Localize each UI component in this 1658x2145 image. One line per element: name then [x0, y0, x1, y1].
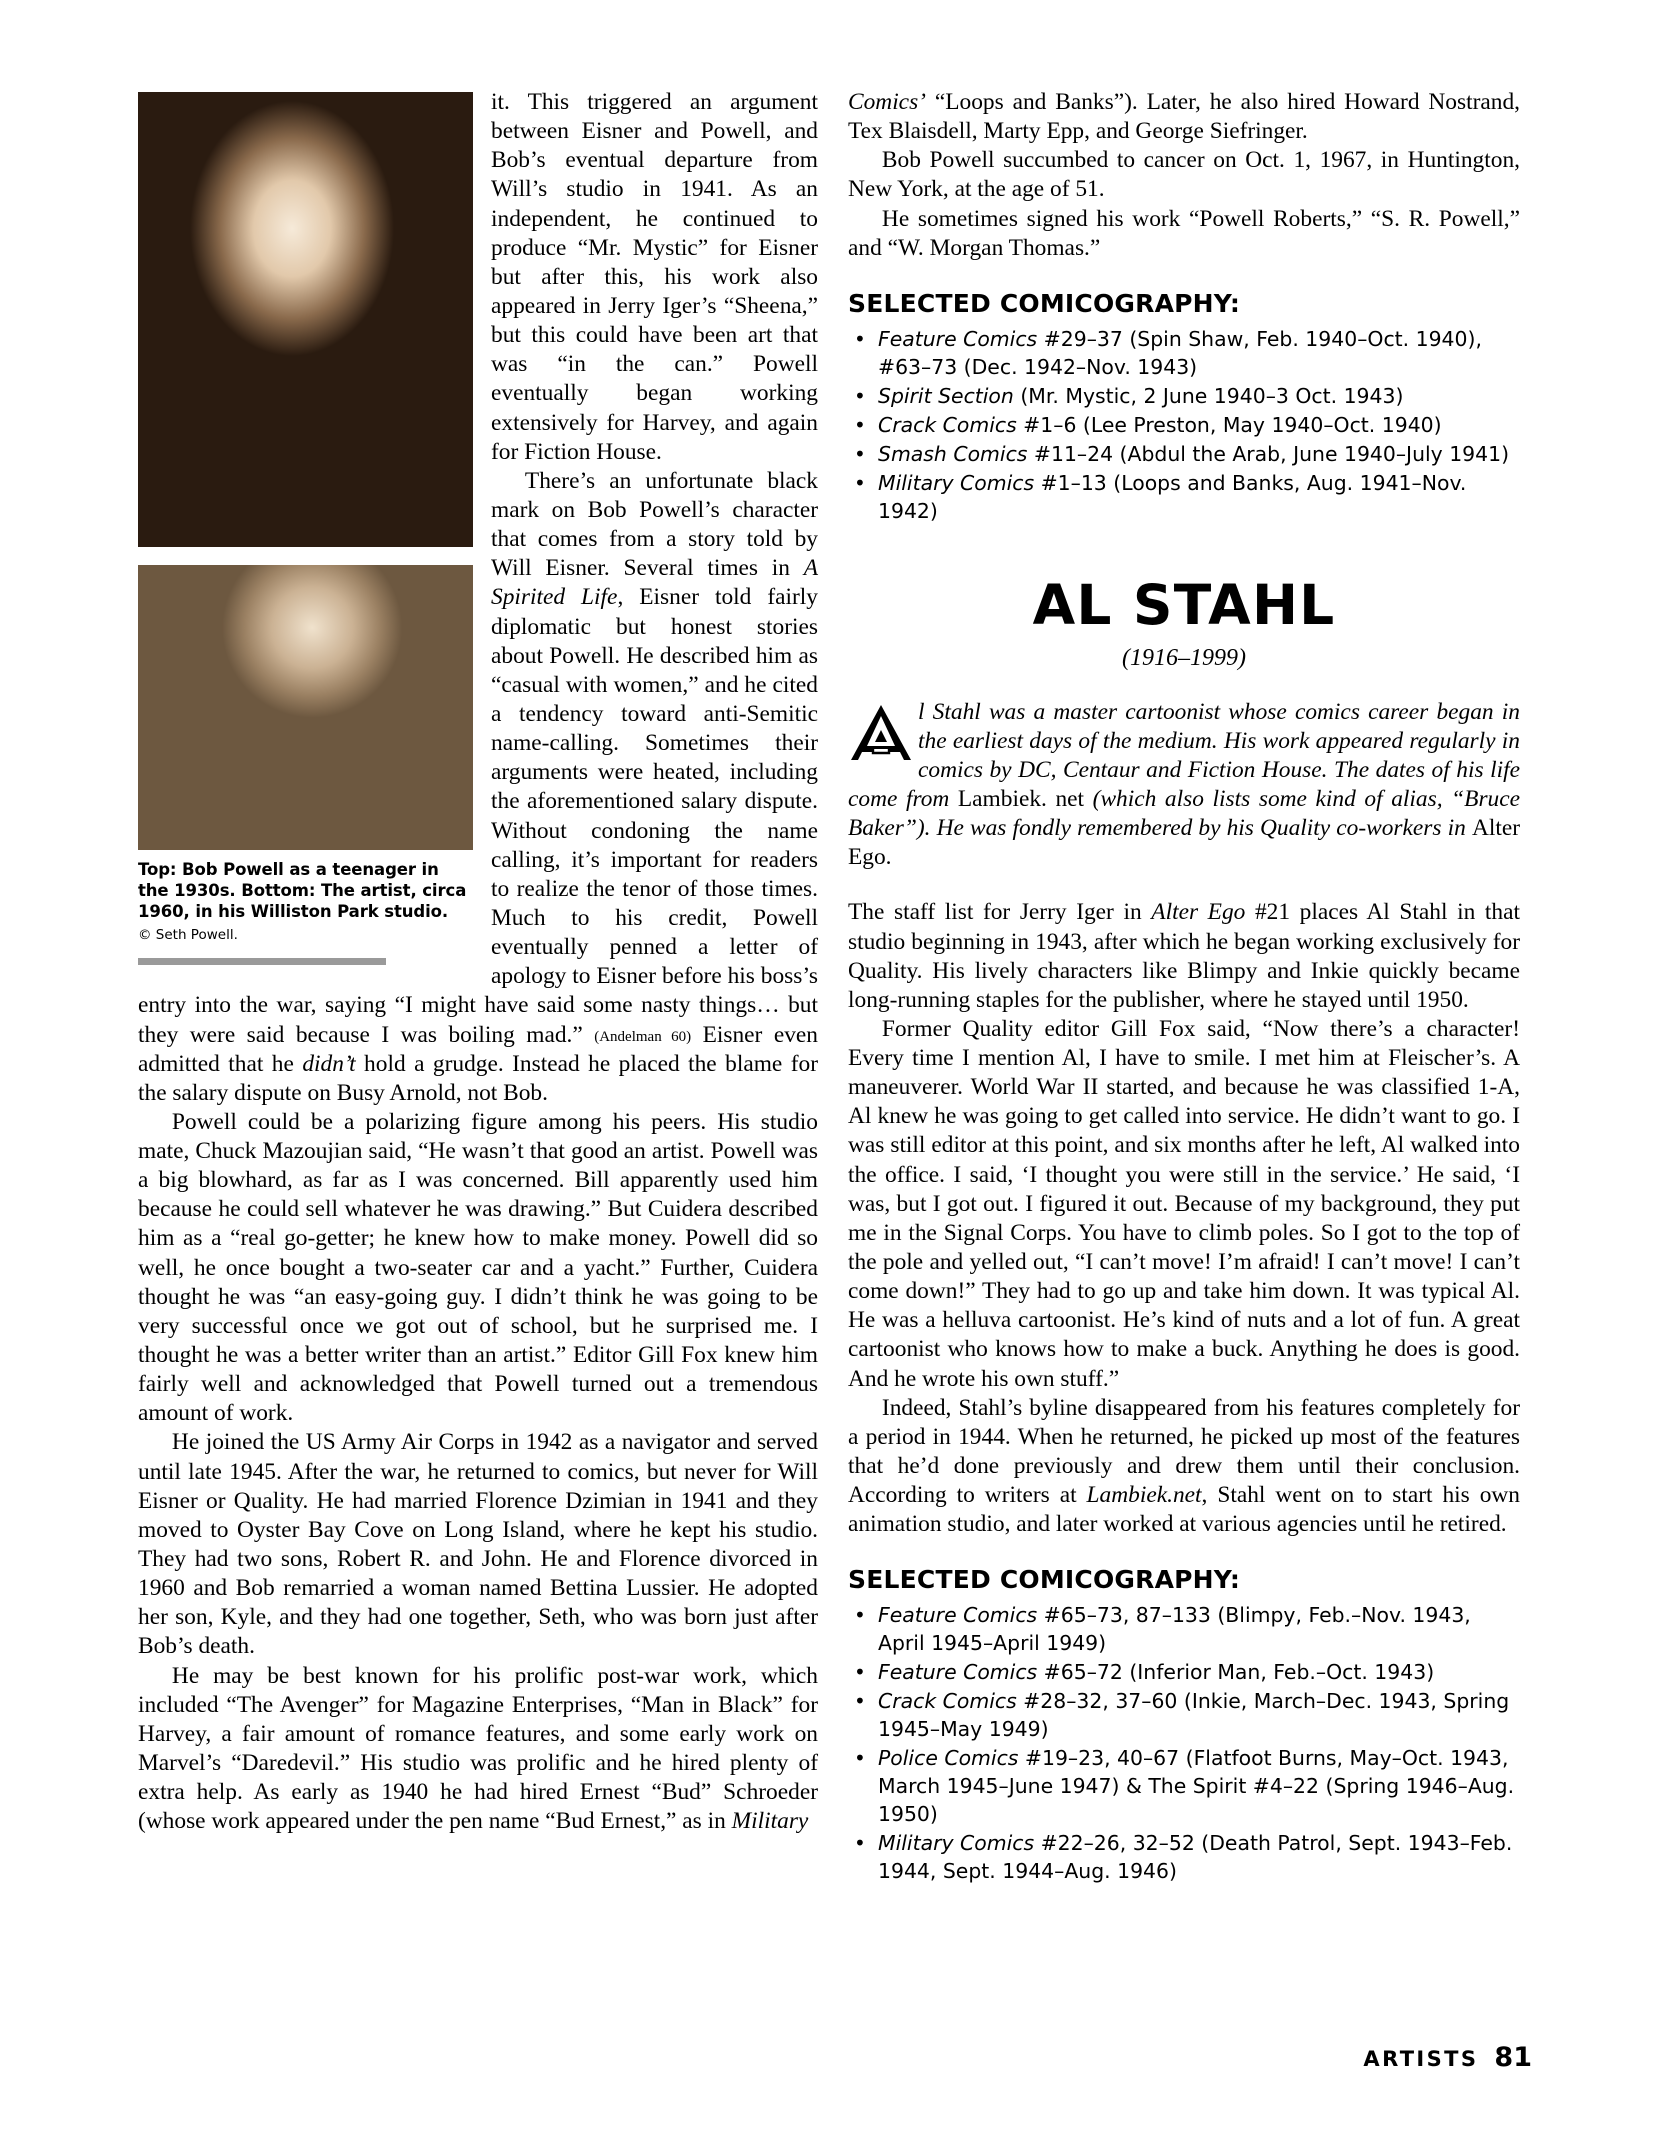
list-item [848, 1830, 1520, 1886]
paragraph-stahl-intro: l Stahl was a master cartoonist whose comics career began in the earliest days of the medium. His work appeared regularly in comics by DC, Centaur and Fiction House. The dates of his life come from Lambiek. net (which also lists some kind of alias, “Bruce Baker”). He was fondly remembered by his Quality co-workers in Alter Ego. [848, 698, 1521, 871]
alter-ego-reference: Alter Ego. [848, 815, 1520, 871]
list-item [848, 1688, 1520, 1744]
list-item [848, 441, 1520, 469]
list-item [848, 1659, 1520, 1687]
comic-details: #28–32, 37–60 (Inkie, March–Dec. 1943, Spring 1945–May 1949) [878, 1689, 1510, 1742]
comic-details: #29–37 (Spin Shaw, Feb. 1940–Oct. 1940), #63–73 (Dec. 1942–Nov. 1943) [878, 326, 1482, 379]
right-column [848, 88, 1520, 1887]
drop-cap-a-icon [848, 702, 914, 764]
caption-divider [138, 958, 386, 965]
bob-powell-teenager-photo [138, 92, 473, 547]
left-column [138, 88, 818, 1836]
figure-credit: © Seth Powell. [138, 927, 238, 944]
comic-title: Police Comics [878, 1746, 1019, 1771]
paragraph-powell-3: Powell could be a polarizing figure among his peers. His studio mate, Chuck Mazoujian said, “He wasn’t that good an artist. Powell was a big blowhard, as far as I was concerned. Bill apparently used him because he could sell whatever he was drawing.” But Cuidera described him as a “real go-getter; he knew how to make money. Powell did so well, he once bought a two-seater car and a yacht.” Further, Cuidera thought he was “an easy-going guy. I didn’t think he was going to be very successful once we got out of school, but he surprised me. I thought he was a better writer than an artist.” Editor Gill Fox knew him fairly well and acknowledged that Powell turned out a tremendous amount of work. [138, 1108, 818, 1427]
paragraph-stahl-1: The staff list for Jerry Iger in Alter Ego #21 places Al Stahl in that studio beginning in 1943, after which he began working exclusively for Quality. His lively characters like Blimpy and Inkie quickly became long-running staples for the publisher, where he stayed until 1950. [848, 899, 1520, 1013]
citation-andelman: (Andelman 60) [594, 1028, 692, 1045]
footer-section-label: ARTISTS [1363, 2047, 1479, 2071]
powell-comicography-heading: SELECTED COMICOGRAPHY: [848, 288, 1241, 318]
list-item [848, 383, 1520, 411]
list-item [848, 470, 1520, 526]
paragraph-powell-6: Comics’ “Loops and Banks”). Later, he also hired Howard Nostrand, Tex Blaisdell, Marty Epp, and George Siefringer. [848, 89, 1520, 145]
comic-details: #65–72 (Inferior Man, Feb.–Oct. 1943) [1037, 1660, 1435, 1685]
comic-details: #22–26, 32–52 (Death Patrol, Sept. 1943–Feb. 1944, Sept. 1944–Aug. 1946) [878, 1831, 1513, 1884]
comic-title: Feature Comics [878, 1660, 1038, 1685]
comic-details: #65–73, 87–133 (Blimpy, Feb.–Nov. 1943, April 1945–April 1949) [878, 1603, 1471, 1656]
paragraph-powell-2: There’s an unfortunate black mark on Bob Powell’s character that comes from a story told by Will Eisner. Several times in A Spirited Life, Eisner told fairly diplomatic but honest stories about Powell. He described him as “casual with women,” and he cited a tendency toward anti-Semitic name-calling. Sometimes their arguments were heated, including the aforementioned salary dispute. Without condoning the name calling, it’s important for readers to realize the tenor of those times. Much to his credit, Powell eventually penned a letter of apology to Eisner before his boss’s entry into the war, saying “I might have said some nasty things… but they were said because I was boiling mad.” (Andelman 60) Eisner even admitted that he didn’t hold a grudge. Instead he placed the blame for the salary dispute on Busy Arnold, not Bob. [138, 467, 818, 1106]
paragraph-stahl-2: Former Quality editor Gill Fox said, “Now there’s a character! Every time I mention Al, I have to smile. I met him at Fleischer’s. A maneuverer. World War II started, and because he was classified 1-A, Al knew he was going to get called into service. He didn’t want to go. I was still editor at this point, and six months after he left, Al walked into the office. I said, ‘I thought you were still in the service.’ He said, ‘I was, but I got out. I figured it out. Because of my background, they put me in the Signal Corps. You have to climb poles. So I got to the top of the pole and yelled out, “I can’t move! I’m afraid! I can’t move! I can’t come down!” They had to go up and take him down. It was typical Al. He was a helluva cartoonist. He’s kind of nuts and a lot of fun. A great cartoonist who knows how to make a buck. Anything he does is good. And he wrote his own stuff.” [848, 1015, 1520, 1392]
powell-comicography-list [848, 326, 1520, 526]
comic-title: Spirit Section [878, 383, 1014, 408]
figure-caption: Top: Bob Powell as a teenager in the 1930s. Bottom: The artist, circa 1960, in his Williston Park studio. [138, 860, 467, 922]
paragraph-powell-1: it. This triggered an argument between Eisner and Powell, and Bob’s eventual departure from Will’s studio in 1941. As an independent, he continued to produce “Mr. Mystic” for Eisner but after this, his work also appeared in Jerry Iger’s “Sheena,” but this could have been art that was “in the can.” Powell eventually began working extensively for Harvey, and again for Fiction House. [491, 89, 818, 465]
paragraph-powell-7: Bob Powell succumbed to cancer on Oct. 1, 1967, in Huntington, New York, at the age of 51. [848, 147, 1520, 203]
comic-title: Crack Comics [878, 412, 1017, 437]
paragraph-powell-8: He sometimes signed his work “Powell Roberts,” “S. R. Powell,” and “W. Morgan Thomas.” [848, 205, 1520, 261]
stahl-comicography-heading: SELECTED COMICOGRAPHY: [848, 1565, 1241, 1595]
list-item [848, 1602, 1520, 1658]
comic-title: Feature Comics [878, 1603, 1038, 1628]
photo-figure [138, 92, 473, 965]
list-item [848, 326, 1520, 382]
page-footer [1363, 2042, 1532, 2073]
bob-powell-studio-photo [138, 565, 473, 850]
comic-title: Feature Comics [878, 326, 1038, 351]
artist-life-dates: (1916–1999) [1122, 644, 1246, 671]
comic-details: (Mr. Mystic, 2 June 1940–3 Oct. 1943) [1013, 383, 1404, 408]
comic-title: Military Comics [878, 470, 1035, 495]
comic-details: #1–6 (Lee Preston, May 1940–Oct. 1940) [1016, 412, 1442, 437]
list-item [848, 1745, 1520, 1829]
comic-title: Smash Comics [878, 441, 1028, 466]
page-title-al-stahl: AL STAHL [1032, 572, 1336, 637]
paragraph-stahl-3: Indeed, Stahl’s byline disappeared from his features completely for a period in 1944. When he returned, he picked up most of the features that he’d done previously and drew them until their conclusion. According to writers at Lambiek.net, Stahl went on to start his own animation studio, and later worked at various agencies until he retired. [848, 1394, 1520, 1538]
comic-details: #1–13 (Loops and Banks, Aug. 1941–Nov. 1942) [878, 470, 1467, 523]
comic-details: #11–24 (Abdul the Arab, June 1940–July 1941) [1027, 441, 1510, 466]
paragraph-powell-5: He may be best known for his prolific post-war work, which included “The Avenger” for Magazine Enterprises, “Man in Black” for Harvey, a fair amount of romance features, and some early work on Marvel’s “Daredevil.” His studio was prolific and he hired plenty of extra help. As early as 1940 he had hired Ernest “Bud” Schroeder (whose work appeared under the pen name “Bud Ernest,” as in Military [138, 1662, 818, 1835]
lambiek-reference-1: Lambiek. net [957, 785, 1085, 812]
footer-page-number: 81 [1494, 2042, 1532, 2073]
comic-title: Crack Comics [878, 1689, 1017, 1714]
paragraph-powell-4: He joined the US Army Air Corps in 1942 as a navigator and served until late 1945. After the war, he returned to comics, but never for Will Eisner or Quality. He had married Florence Dzimian in 1941 and they moved to Oyster Bay Cove on Long Island, where he kept his studio. They had two sons, Robert R. and John. He and Florence divorced in 1960 and Bob remarried a woman named Bettina Lussier. He adopted her son, Kyle, and they had one together, Seth, who was born just after Bob’s death. [138, 1429, 818, 1660]
comic-details: #19–23, 40–67 (Flatfoot Burns, May–Oct. 1943, March 1945–June 1947) & The Spirit #4–22 (Spring 1946–Aug. 1950) [878, 1746, 1515, 1827]
stahl-comicography-list [848, 1602, 1520, 1886]
list-item [848, 412, 1520, 440]
comic-title: Military Comics [878, 1831, 1035, 1856]
